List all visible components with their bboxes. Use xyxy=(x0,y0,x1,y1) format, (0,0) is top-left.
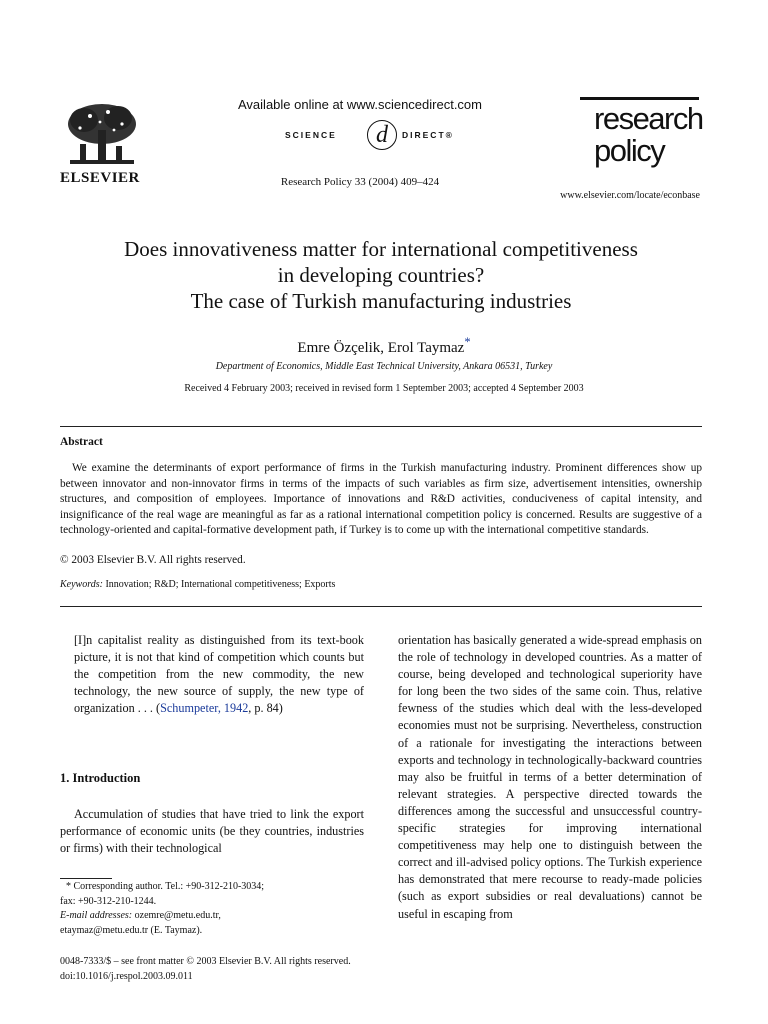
schumpeter-citation-link[interactable]: Schumpeter, 1942 xyxy=(160,701,249,716)
right-column-text: orientation has basically generated a wide-spread emphasis on the role of technology in developed countries. As a matter of course, being developed and technological superiority have for long been the two sides of the same coin. Thus, relative fewness of the studies which deal with the less-developed economies must not be surprising. Nevertheless, construction of a rationale for investigating the interactions between exports and technology in technologically-backward countries may also be fruitful in terms of a better determination of relevant strategies. A perspective directed towards the differences among the successful and unsuccessful country-specific strategies for improving international competitiveness may help one to distinguish between the correct and ill-advised policy options. The Turkish experience has demonstrated that mere recourse to ready-made policies (such as export subsidies or real devaluations) cannot be useful in escaping from xyxy=(398,633,702,921)
received-dates: Received 4 February 2003; received in revised form 1 September 2003; accepted 4 September 2003 xyxy=(184,383,584,394)
abstract-body: We examine the determinants of export performance of firms in the Turkish manufacturing industry. Prominent differences show up between innovator and non-innovator firms in terms of the impacts of such variables as firm size, advertisement intensities, ownership structures, and composition of employees. Importance of innovations and R&D activities, conduciveness of capital intensity, and insignificance of the real wage are meaningful as far as a rational international competition policy is concerned. Results are suggestive of a technology-oriented and capital-formative development path, if Turkey is to come up with the international competitive standards. xyxy=(60,462,702,537)
sd-mark-icon: d xyxy=(367,120,397,150)
journal-citation: Research Policy 33 (2004) 409–424 xyxy=(280,176,440,188)
divider xyxy=(60,426,702,427)
doi-link[interactable]: doi:10.1016/j.respol.2003.09.011 xyxy=(60,970,193,982)
copyright: © 2003 Elsevier B.V. All rights reserved. xyxy=(60,554,246,566)
available-online: Available online at www.sciencedirect.com xyxy=(238,97,482,112)
issn-doi: 0048-7333/$ – see front matter © 2003 Elsevier B.V. All rights reserved. doi:10.1016/j.respol.2003.09.011 xyxy=(60,955,351,984)
article-title xyxy=(60,236,702,314)
keywords: Keywords: Innovation; R&D; International competitiveness; Exports xyxy=(60,579,336,590)
footnote: * Corresponding author. Tel.: +90-312-210-3034; fax: +90-312-210-1244. E-mail addresses: ozemre@metu.edu.tr, etaymaz@metu.edu.tr (E. Taymaz). xyxy=(60,880,370,938)
sciencedirect-logo xyxy=(285,120,475,156)
affiliation: Department of Economics, Middle East Technical University, Ankara 06531, Turkey xyxy=(215,361,553,372)
section-heading: 1. Introduction xyxy=(60,771,141,785)
email-link[interactable]: etaymaz@metu.edu.tr (E. Taymaz). xyxy=(60,924,203,936)
email-link[interactable]: ozemre@metu.edu.tr, xyxy=(134,910,221,922)
footnote-rule xyxy=(60,878,112,879)
journal-url[interactable]: www.elsevier.com/locate/econbase xyxy=(560,190,700,201)
title-line: The case of Turkish manufacturing industries xyxy=(190,289,572,313)
epigraph-quote: [I]n capitalist reality as distinguished from its text-book picture, it is not that kind of competition which counts but the competition from the new commodity, the new technology, the new source of supply, the new type of organization . . . (Schumpeter, 1942, p. 84) xyxy=(74,633,364,716)
publisher-name: ELSEVIER xyxy=(60,170,140,186)
title-line: Does innovativeness matter for international competitiveness xyxy=(124,237,638,261)
abstract-heading: Abstract xyxy=(60,436,103,448)
title-line: in developing countries? xyxy=(277,263,485,287)
journal-logo xyxy=(580,97,703,177)
sd-right-text: DIRECT® xyxy=(402,130,454,140)
corresponding-author-mark[interactable]: * xyxy=(464,335,471,349)
journal-logo-text: research policy xyxy=(594,101,703,168)
divider xyxy=(60,606,702,607)
sd-left-text: SCIENCE xyxy=(285,130,337,140)
journal-logo-rule xyxy=(580,97,699,100)
introduction-text: Accumulation of studies that have tried to link the export performance of economic units (be they countries, industries or firms) with their technological xyxy=(60,807,364,856)
authors: Emre Özçelik, Erol Taymaz* xyxy=(297,335,471,356)
